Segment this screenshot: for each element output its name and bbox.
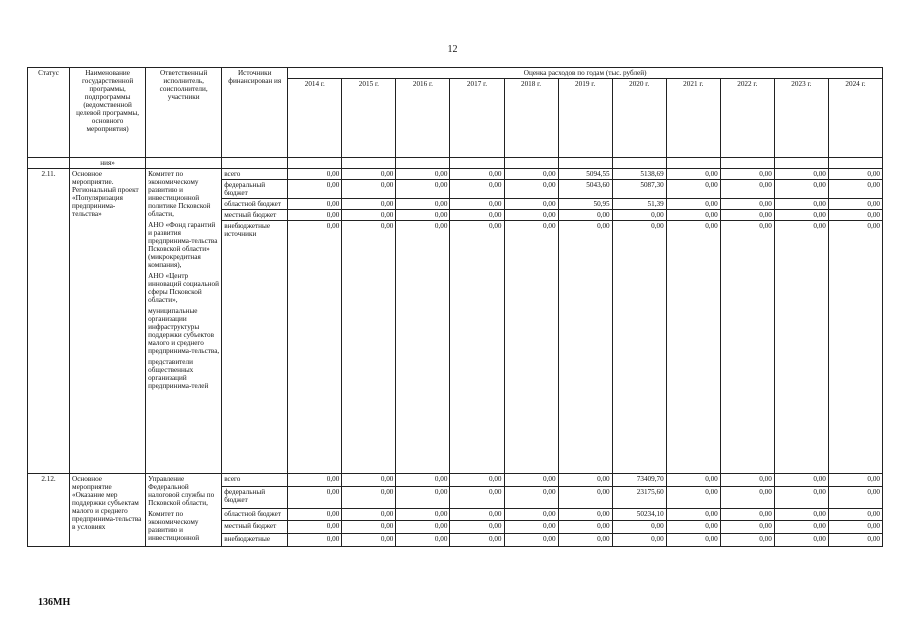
header-row xyxy=(28,68,883,79)
value-cell: 5087,30 xyxy=(612,180,666,199)
value-cell: 0,00 xyxy=(288,199,342,210)
executor-cell xyxy=(146,474,222,547)
value-cell: 0,00 xyxy=(558,521,612,534)
value-cell: 0,00 xyxy=(504,169,558,180)
value-cell: 0,00 xyxy=(342,180,396,199)
value-cell: 0,00 xyxy=(288,169,342,180)
value-cell: 0,00 xyxy=(774,534,828,547)
value-cell: 0,00 xyxy=(774,474,828,487)
value-cell: 0,00 xyxy=(504,486,558,508)
value-cell: 0,00 xyxy=(774,210,828,221)
funding-source-cell: внебюджетные источники xyxy=(222,221,288,474)
value-cell: 0,00 xyxy=(612,534,666,547)
header-year: 2018 г. xyxy=(504,79,558,158)
value-cell: 0,00 xyxy=(450,221,504,474)
header-year: 2015 г. xyxy=(342,79,396,158)
value-cell: 0,00 xyxy=(828,474,882,487)
header-name-continuation: ния» xyxy=(70,158,146,169)
value-cell: 0,00 xyxy=(666,221,720,474)
funding-source-cell: всего xyxy=(222,474,288,487)
value-cell: 0,00 xyxy=(504,508,558,521)
value-cell: 0,00 xyxy=(558,210,612,221)
value-cell: 0,00 xyxy=(342,474,396,487)
value-cell: 0,00 xyxy=(558,534,612,547)
value-cell: 0,00 xyxy=(612,221,666,474)
value-cell: 0,00 xyxy=(612,210,666,221)
value-cell: 0,00 xyxy=(396,169,450,180)
table-row xyxy=(28,169,883,180)
value-cell: 0,00 xyxy=(288,210,342,221)
funding-source-cell: областной бюджет xyxy=(222,199,288,210)
value-cell: 0,00 xyxy=(396,474,450,487)
executor-text: Комитет по экономическому развитию и инвестиционной политике Псковской области, xyxy=(148,170,211,218)
value-cell: 0,00 xyxy=(666,169,720,180)
value-cell: 0,00 xyxy=(342,508,396,521)
value-cell: 0,00 xyxy=(288,221,342,474)
executor-text: АНО «Фонд гарантий и развития предпринима-тельства Псковской области» (микрокредитная компания), xyxy=(148,221,218,269)
page-number: 12 xyxy=(447,44,458,55)
value-cell: 50,95 xyxy=(558,199,612,210)
value-cell: 0,00 xyxy=(828,534,882,547)
value-cell: 0,00 xyxy=(720,221,774,474)
executor-cell xyxy=(146,169,222,474)
value-cell: 0,00 xyxy=(828,521,882,534)
value-cell: 0,00 xyxy=(720,508,774,521)
value-cell: 0,00 xyxy=(774,169,828,180)
value-cell: 0,00 xyxy=(720,534,774,547)
header-continuation-row xyxy=(28,158,883,169)
value-cell: 0,00 xyxy=(720,474,774,487)
value-cell: 0,00 xyxy=(288,486,342,508)
value-cell: 0,00 xyxy=(396,508,450,521)
value-cell: 0,00 xyxy=(450,534,504,547)
value-cell: 0,00 xyxy=(450,180,504,199)
activity-name-cell: Основное мероприятие «Оказание мер поддержки субъектам малого и среднего предпринима-тельства в условиях xyxy=(70,474,146,547)
value-cell: 0,00 xyxy=(504,521,558,534)
header-year: 2021 г. xyxy=(666,79,720,158)
value-cell: 0,00 xyxy=(342,521,396,534)
value-cell: 0,00 xyxy=(828,210,882,221)
value-cell: 0,00 xyxy=(342,534,396,547)
value-cell: 0,00 xyxy=(558,486,612,508)
header-status: Статус xyxy=(28,68,70,158)
value-cell: 5043,60 xyxy=(558,180,612,199)
value-cell: 0,00 xyxy=(396,534,450,547)
value-cell: 0,00 xyxy=(720,169,774,180)
value-cell: 0,00 xyxy=(396,486,450,508)
header-year: 2023 г. xyxy=(774,79,828,158)
value-cell: 0,00 xyxy=(450,486,504,508)
header-name: Наименование государственной программы, подпрограммы (ведомственной целевой программы, основного мероприятия) xyxy=(70,68,146,158)
value-cell: 0,00 xyxy=(396,221,450,474)
value-cell: 0,00 xyxy=(828,508,882,521)
header-year: 2019 г. xyxy=(558,79,612,158)
value-cell: 0,00 xyxy=(288,521,342,534)
table-row xyxy=(28,474,883,487)
value-cell: 0,00 xyxy=(720,210,774,221)
value-cell: 50234,10 xyxy=(612,508,666,521)
value-cell: 0,00 xyxy=(450,169,504,180)
funding-source-cell: внебюджетные xyxy=(222,534,288,547)
value-cell: 0,00 xyxy=(720,486,774,508)
value-cell: 0,00 xyxy=(666,508,720,521)
value-cell: 5138,69 xyxy=(612,169,666,180)
funding-source-cell: всего xyxy=(222,169,288,180)
value-cell: 0,00 xyxy=(828,180,882,199)
header-estimate: Оценка расходов по годам (тыс. рублей) xyxy=(288,68,883,79)
value-cell: 0,00 xyxy=(666,199,720,210)
value-cell: 0,00 xyxy=(396,210,450,221)
value-cell: 0,00 xyxy=(828,169,882,180)
value-cell: 0,00 xyxy=(396,180,450,199)
executor-text: АНО «Центр инноваций социальной сферы Псковской области», xyxy=(148,272,219,304)
value-cell: 0,00 xyxy=(288,474,342,487)
value-cell: 0,00 xyxy=(558,508,612,521)
header-year: 2014 г. xyxy=(288,79,342,158)
value-cell: 0,00 xyxy=(774,199,828,210)
value-cell: 0,00 xyxy=(666,180,720,199)
header-year: 2020 г. xyxy=(612,79,666,158)
value-cell: 0,00 xyxy=(450,199,504,210)
value-cell: 0,00 xyxy=(288,508,342,521)
value-cell: 0,00 xyxy=(720,521,774,534)
value-cell: 0,00 xyxy=(342,221,396,474)
value-cell: 0,00 xyxy=(774,180,828,199)
value-cell: 0,00 xyxy=(450,210,504,221)
executor-text: представители общественных организаций предпринима-телей xyxy=(148,358,209,390)
header-executor: Ответственный исполнитель, соисполнители, участники xyxy=(146,68,222,158)
status-cell: 2.11. xyxy=(28,169,70,474)
funding-source-cell: федеральный бюджет xyxy=(222,486,288,508)
value-cell: 0,00 xyxy=(774,521,828,534)
value-cell: 0,00 xyxy=(504,221,558,474)
executor-text: Комитет по экономическому развитию и инвестиционной xyxy=(148,510,200,542)
header-year: 2024 г. xyxy=(828,79,882,158)
budget-table-body xyxy=(28,158,883,547)
value-cell: 0,00 xyxy=(450,521,504,534)
value-cell: 0,00 xyxy=(342,486,396,508)
value-cell: 0,00 xyxy=(666,210,720,221)
footer-code: 136МН xyxy=(38,597,71,608)
value-cell: 0,00 xyxy=(396,199,450,210)
value-cell: 0,00 xyxy=(558,221,612,474)
funding-source-cell: областной бюджет xyxy=(222,508,288,521)
budget-table xyxy=(27,67,883,547)
value-cell: 0,00 xyxy=(342,210,396,221)
header-year: 2016 г. xyxy=(396,79,450,158)
value-cell: 0,00 xyxy=(504,210,558,221)
executor-text: Управление Федеральной налоговой службы по Псковской области, xyxy=(148,475,215,507)
value-cell: 0,00 xyxy=(450,508,504,521)
value-cell: 0,00 xyxy=(450,474,504,487)
header-sources: Источники финансирован ия xyxy=(222,68,288,158)
value-cell: 0,00 xyxy=(558,474,612,487)
value-cell: 0,00 xyxy=(288,534,342,547)
value-cell: 0,00 xyxy=(666,486,720,508)
value-cell: 5094,55 xyxy=(558,169,612,180)
value-cell: 0,00 xyxy=(828,221,882,474)
value-cell: 51,39 xyxy=(612,199,666,210)
value-cell: 0,00 xyxy=(720,180,774,199)
value-cell: 0,00 xyxy=(666,521,720,534)
value-cell: 73409,70 xyxy=(612,474,666,487)
funding-source-cell: местный бюджет xyxy=(222,210,288,221)
value-cell: 0,00 xyxy=(720,199,774,210)
value-cell: 0,00 xyxy=(504,534,558,547)
value-cell: 0,00 xyxy=(504,199,558,210)
value-cell: 0,00 xyxy=(774,221,828,474)
value-cell: 0,00 xyxy=(774,486,828,508)
value-cell: 0,00 xyxy=(828,486,882,508)
header-year: 2017 г. xyxy=(450,79,504,158)
value-cell: 0,00 xyxy=(504,180,558,199)
value-cell: 0,00 xyxy=(504,474,558,487)
header-year: 2022 г. xyxy=(720,79,774,158)
value-cell: 0,00 xyxy=(828,199,882,210)
value-cell: 0,00 xyxy=(666,534,720,547)
funding-source-cell: местный бюджет xyxy=(222,521,288,534)
value-cell: 0,00 xyxy=(612,521,666,534)
executor-text: муниципальные организации инфраструктуры поддержки субъектов малого и среднего предпринима-тельства, xyxy=(148,307,220,355)
value-cell: 0,00 xyxy=(288,180,342,199)
value-cell: 0,00 xyxy=(396,521,450,534)
status-cell: 2.12. xyxy=(28,474,70,547)
value-cell: 0,00 xyxy=(666,474,720,487)
value-cell: 23175,60 xyxy=(612,486,666,508)
value-cell: 0,00 xyxy=(774,508,828,521)
activity-name-cell: Основное мероприятие. Региональный проект «Популяризация предпринима-тельства» xyxy=(70,169,146,474)
funding-source-cell: федеральный бюджет xyxy=(222,180,288,199)
value-cell: 0,00 xyxy=(342,169,396,180)
value-cell: 0,00 xyxy=(342,199,396,210)
